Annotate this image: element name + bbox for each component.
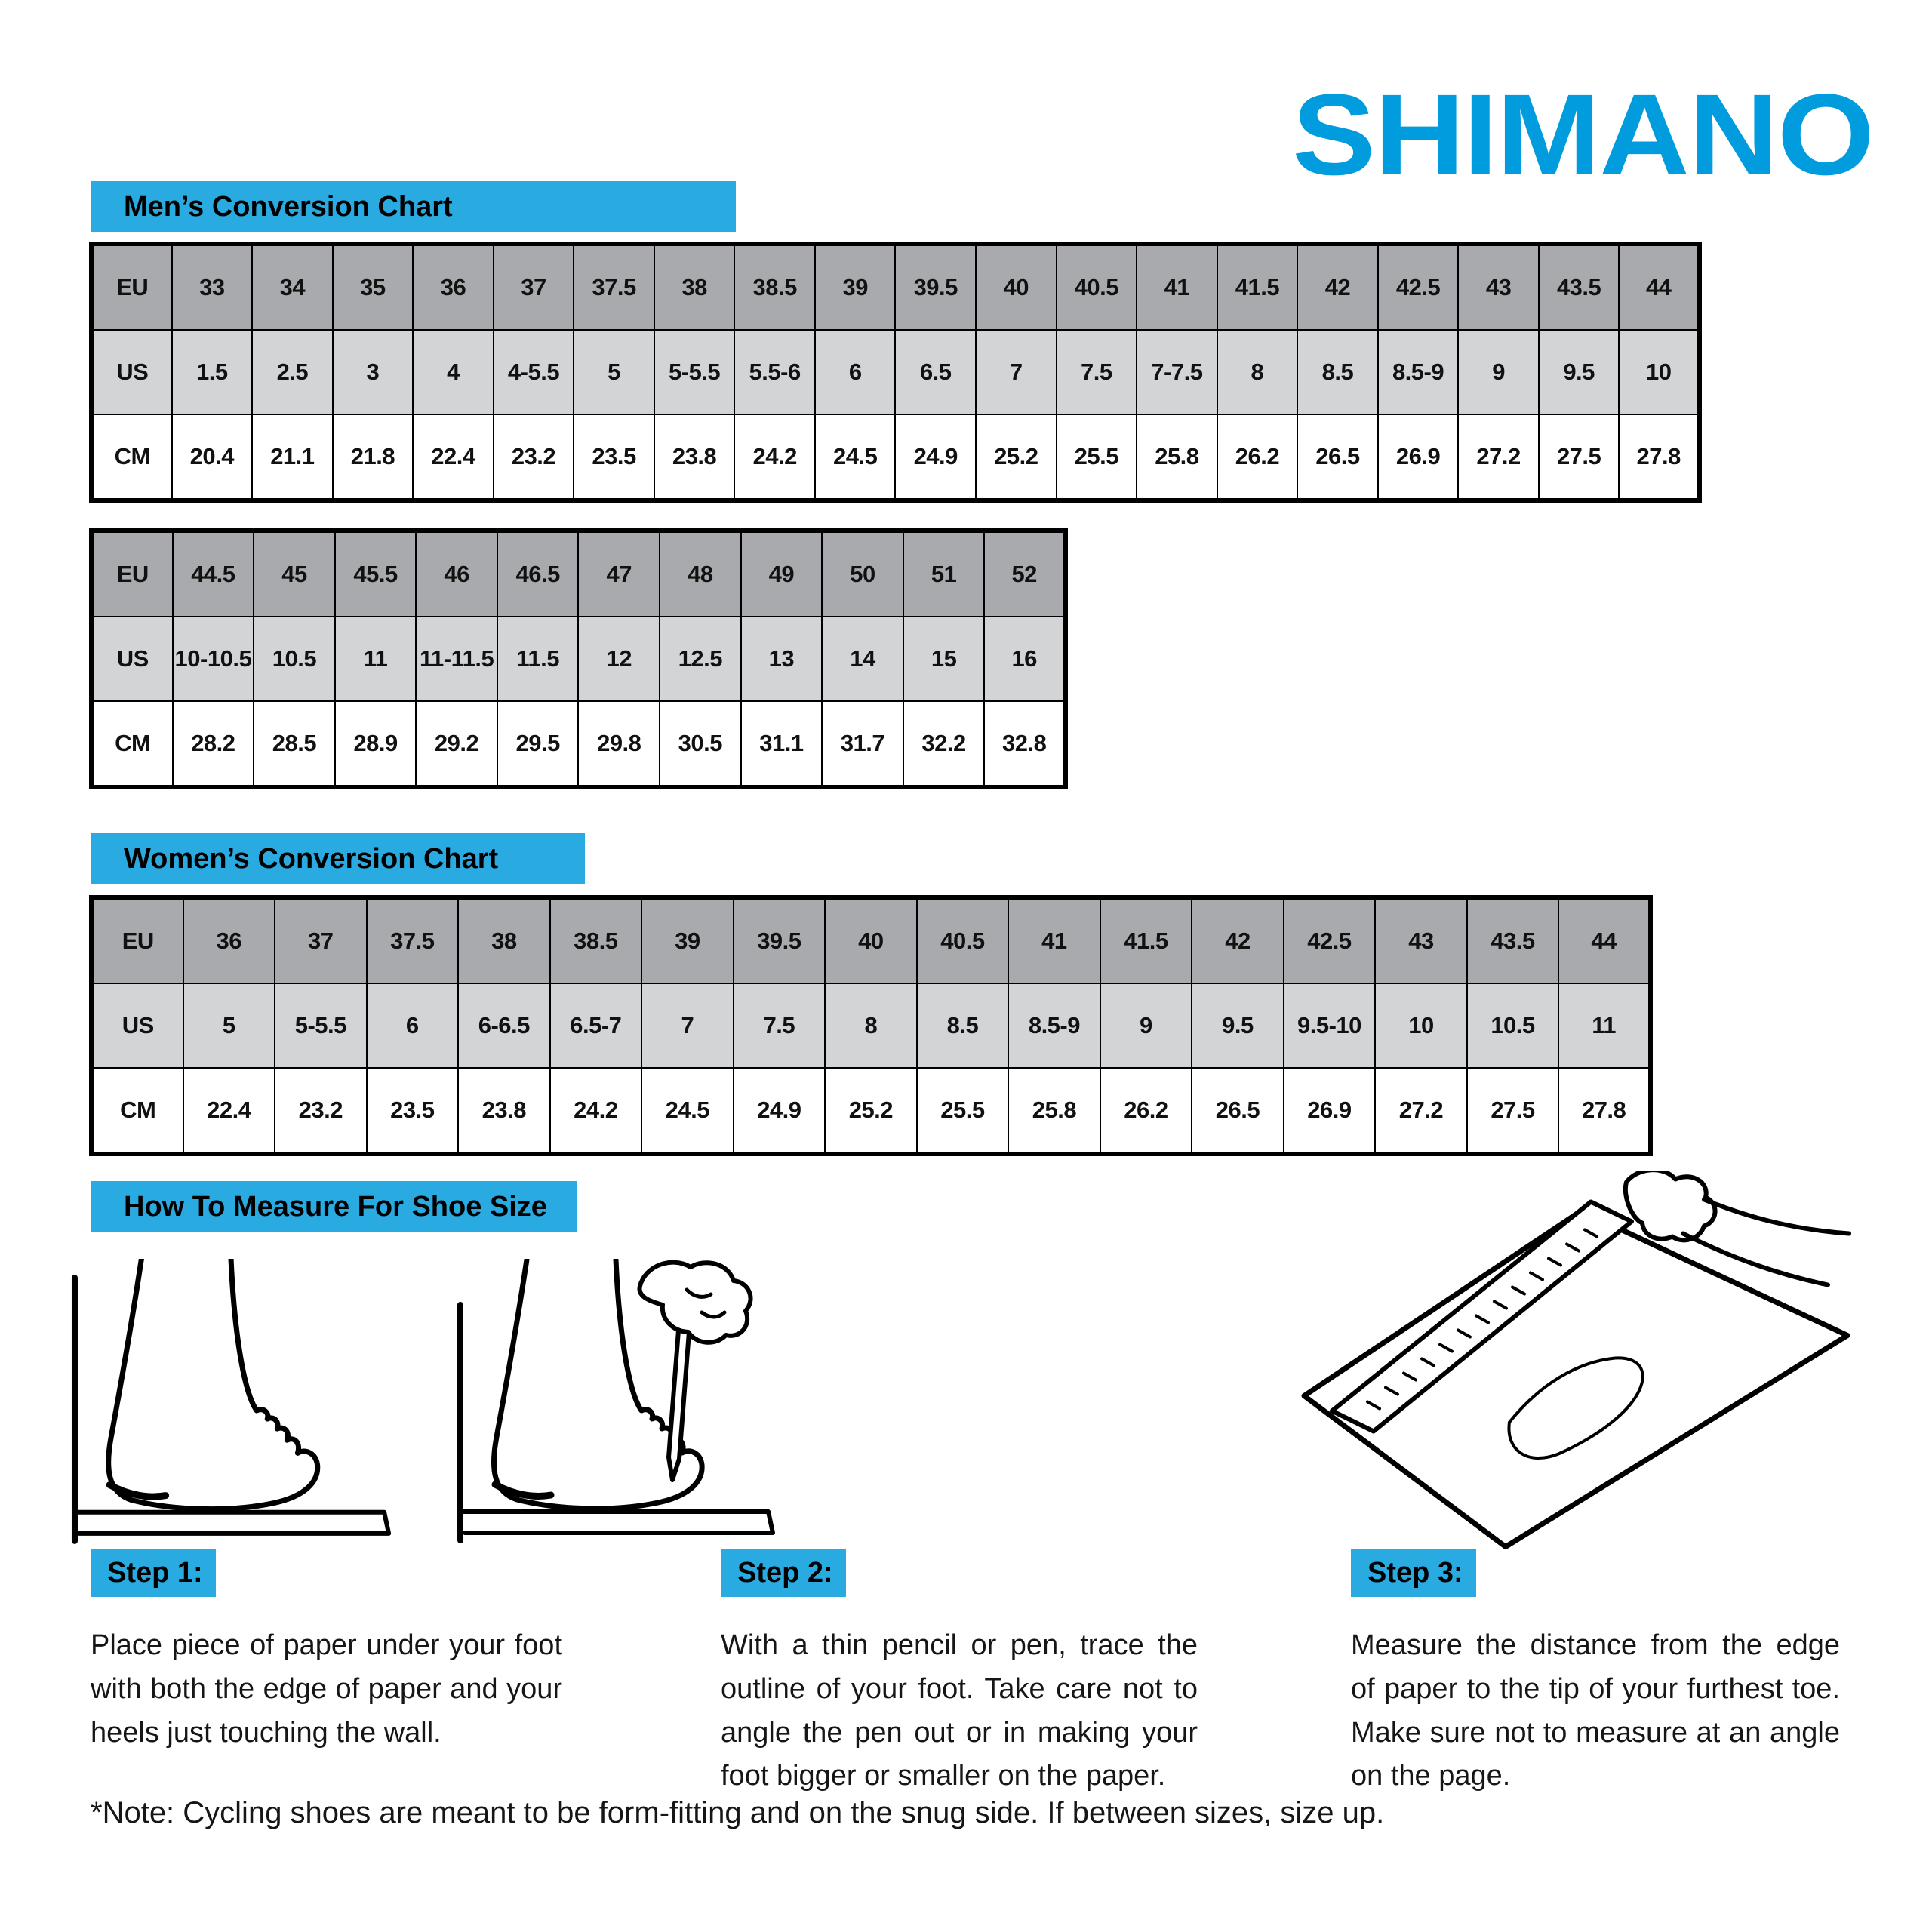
- size-cell: 44: [1558, 897, 1651, 983]
- size-cell: 39.5: [734, 897, 826, 983]
- size-cell: 41.5: [1100, 897, 1192, 983]
- size-cell: 26.5: [1297, 414, 1378, 500]
- mens-chart-title: Men’s Conversion Chart: [124, 190, 453, 223]
- size-cell: 31.7: [822, 701, 903, 787]
- size-cell: 27.8: [1558, 1068, 1651, 1154]
- size-cell: 8.5: [1297, 330, 1378, 414]
- mens-size-table-2: [89, 528, 1068, 789]
- size-cell: 10: [1375, 983, 1467, 1068]
- size-cell: 27.5: [1467, 1068, 1559, 1154]
- size-cell: 45: [254, 531, 335, 617]
- size-cell: 42: [1192, 897, 1284, 983]
- size-cell: 40: [825, 897, 917, 983]
- size-cell: 6.5: [895, 330, 976, 414]
- size-cell: 43: [1375, 897, 1467, 983]
- table-row-cm: [91, 1068, 1651, 1154]
- step-3-label-text: Step 3:: [1367, 1556, 1463, 1589]
- size-cell: 14: [822, 617, 903, 701]
- step-1-label-text: Step 1:: [107, 1556, 203, 1589]
- size-cell: 38: [654, 244, 735, 330]
- size-cell: 21.1: [252, 414, 333, 500]
- size-cell: 8: [825, 983, 917, 1068]
- table-row-eu: [91, 897, 1651, 983]
- size-cell: 22.4: [413, 414, 494, 500]
- size-cell: 41: [1137, 244, 1217, 330]
- sizing-note: *Note: Cycling shoes are meant to be form-fitting and on the snug side. If between sizes, size up.: [91, 1796, 1385, 1829]
- size-cell: 27.8: [1619, 414, 1700, 500]
- size-cell: 8.5-9: [1378, 330, 1459, 414]
- size-cell: 6-6.5: [458, 983, 550, 1068]
- size-cell: 29.5: [497, 701, 579, 787]
- size-cell: 37.5: [574, 244, 654, 330]
- size-cell: 43: [1458, 244, 1539, 330]
- trace-foot-illustration: [438, 1259, 792, 1555]
- size-cell: 25.5: [917, 1068, 1009, 1154]
- size-cell: 23.2: [494, 414, 574, 500]
- size-cell: 29.2: [416, 701, 497, 787]
- size-cell: 37: [275, 897, 367, 983]
- size-cell: 25.2: [825, 1068, 917, 1154]
- row-label-cell: US: [91, 330, 172, 414]
- size-cell: 9.5: [1539, 330, 1620, 414]
- row-label-cell: CM: [91, 701, 173, 787]
- size-cell: 6: [815, 330, 896, 414]
- size-cell: 11.5: [497, 617, 579, 701]
- step-1-label: [91, 1549, 216, 1597]
- size-cell: 26.5: [1192, 1068, 1284, 1154]
- size-cell: 26.9: [1378, 414, 1459, 500]
- size-cell: 37: [494, 244, 574, 330]
- measure-ruler-illustration: [1283, 1171, 1872, 1552]
- size-cell: 31.1: [741, 701, 823, 787]
- size-cell: 23.8: [654, 414, 735, 500]
- size-cell: 11-11.5: [416, 617, 497, 701]
- size-cell: 38.5: [734, 244, 815, 330]
- size-cell: 28.9: [335, 701, 417, 787]
- size-cell: 32.2: [903, 701, 985, 787]
- size-cell: 25.8: [1137, 414, 1217, 500]
- size-cell: 6: [367, 983, 459, 1068]
- size-cell: 7: [641, 983, 734, 1068]
- size-cell: 26.2: [1100, 1068, 1192, 1154]
- row-label-cell: CM: [91, 1068, 183, 1154]
- size-cell: 5: [183, 983, 275, 1068]
- size-cell: 38: [458, 897, 550, 983]
- table-row-eu: [91, 531, 1066, 617]
- size-cell: 11: [335, 617, 417, 701]
- size-cell: 8.5-9: [1008, 983, 1100, 1068]
- size-cell: 44: [1619, 244, 1700, 330]
- size-cell: 10-10.5: [173, 617, 254, 701]
- size-cell: 4-5.5: [494, 330, 574, 414]
- size-cell: 40.5: [1057, 244, 1137, 330]
- size-cell: 13: [741, 617, 823, 701]
- size-cell: 12.5: [660, 617, 741, 701]
- size-cell: 33: [172, 244, 253, 330]
- size-cell: 15: [903, 617, 985, 701]
- size-cell: 37.5: [367, 897, 459, 983]
- step-2-label-text: Step 2:: [737, 1556, 833, 1589]
- table-row-us: [91, 617, 1066, 701]
- size-cell: 43.5: [1539, 244, 1620, 330]
- mens-size-table-1: [89, 242, 1702, 503]
- size-cell: 27.2: [1375, 1068, 1467, 1154]
- size-cell: 26.2: [1217, 414, 1298, 500]
- size-cell: 47: [578, 531, 660, 617]
- size-cell: 4: [413, 330, 494, 414]
- size-cell: 5: [574, 330, 654, 414]
- size-cell: 20.4: [172, 414, 253, 500]
- size-cell: 10.5: [1467, 983, 1559, 1068]
- size-cell: 30.5: [660, 701, 741, 787]
- howto-title: How To Measure For Shoe Size: [124, 1190, 547, 1223]
- size-cell: 44.5: [173, 531, 254, 617]
- size-cell: 24.9: [895, 414, 976, 500]
- row-label-cell: EU: [91, 897, 183, 983]
- size-cell: 28.2: [173, 701, 254, 787]
- row-label-cell: CM: [91, 414, 172, 500]
- size-cell: 27.2: [1458, 414, 1539, 500]
- size-cell: 49: [741, 531, 823, 617]
- womens-size-table: [89, 895, 1653, 1156]
- size-cell: 48: [660, 531, 741, 617]
- size-cell: 25.2: [976, 414, 1057, 500]
- size-cell: 24.2: [550, 1068, 642, 1154]
- size-cell: 50: [822, 531, 903, 617]
- size-cell: 39.5: [895, 244, 976, 330]
- size-cell: 46: [416, 531, 497, 617]
- mens-chart-header: [91, 181, 736, 232]
- size-cell: 8.5: [917, 983, 1009, 1068]
- size-cell: 40: [976, 244, 1057, 330]
- size-cell: 5.5-6: [734, 330, 815, 414]
- size-cell: 40.5: [917, 897, 1009, 983]
- row-label-cell: EU: [91, 244, 172, 330]
- size-cell: 52: [984, 531, 1066, 617]
- measure-ruler-drawing: [1283, 1171, 1872, 1552]
- size-cell: 51: [903, 531, 985, 617]
- size-cell: 42.5: [1284, 897, 1376, 983]
- step-2-description: With a thin pencil or pen, trace the outline of your foot. Take care not to angle the pen out or in making your foot bigger or smaller on the paper.: [721, 1629, 1198, 1792]
- row-label-cell: US: [91, 617, 173, 701]
- size-cell: 24.9: [734, 1068, 826, 1154]
- table-row-us: [91, 983, 1651, 1068]
- size-cell: 12: [578, 617, 660, 701]
- size-cell: 27.5: [1539, 414, 1620, 500]
- size-cell: 28.5: [254, 701, 335, 787]
- size-cell: 10.5: [254, 617, 335, 701]
- table-row-cm: [91, 414, 1700, 500]
- size-cell: 26.9: [1284, 1068, 1376, 1154]
- size-cell: 9.5-10: [1284, 983, 1376, 1068]
- howto-header: [91, 1181, 577, 1232]
- size-cell: 8: [1217, 330, 1298, 414]
- size-cell: 34: [252, 244, 333, 330]
- size-cell: 24.5: [815, 414, 896, 500]
- size-cell: 36: [183, 897, 275, 983]
- size-cell: 32.8: [984, 701, 1066, 787]
- size-cell: 6.5-7: [550, 983, 642, 1068]
- size-cell: 29.8: [578, 701, 660, 787]
- size-cell: 5-5.5: [654, 330, 735, 414]
- size-cell: 42: [1297, 244, 1378, 330]
- size-cell: 5-5.5: [275, 983, 367, 1068]
- size-cell: 39: [641, 897, 734, 983]
- size-cell: 10: [1619, 330, 1700, 414]
- table-row-cm: [91, 701, 1066, 787]
- size-cell: 23.2: [275, 1068, 367, 1154]
- size-cell: 7-7.5: [1137, 330, 1217, 414]
- womens-chart-header: [91, 833, 585, 884]
- size-cell: 22.4: [183, 1068, 275, 1154]
- size-cell: 23.5: [367, 1068, 459, 1154]
- size-cell: 1.5: [172, 330, 253, 414]
- size-cell: 25.5: [1057, 414, 1137, 500]
- foot-wall-drawing: [57, 1259, 396, 1555]
- size-cell: 23.5: [574, 414, 654, 500]
- row-label-cell: EU: [91, 531, 173, 617]
- foot-against-wall-illustration: [57, 1259, 396, 1555]
- size-cell: 41: [1008, 897, 1100, 983]
- size-cell: 9.5: [1192, 983, 1284, 1068]
- step-3-label: [1351, 1549, 1476, 1597]
- size-cell: 9: [1458, 330, 1539, 414]
- size-cell: 7.5: [1057, 330, 1137, 414]
- size-cell: 41.5: [1217, 244, 1298, 330]
- size-cell: 24.5: [641, 1068, 734, 1154]
- womens-chart-title: Women’s Conversion Chart: [124, 842, 499, 875]
- table-row-eu: [91, 244, 1700, 330]
- size-cell: 24.2: [734, 414, 815, 500]
- size-cell: 7: [976, 330, 1057, 414]
- size-cell: 39: [815, 244, 896, 330]
- table-row-us: [91, 330, 1700, 414]
- size-cell: 42.5: [1378, 244, 1459, 330]
- size-cell: 38.5: [550, 897, 642, 983]
- step-3-description: Measure the distance from the edge of paper to the tip of your furthest toe. Make sure not to measure at an angle on the page.: [1351, 1629, 1840, 1792]
- size-cell: 11: [1558, 983, 1651, 1068]
- size-cell: 2.5: [252, 330, 333, 414]
- size-cell: 36: [413, 244, 494, 330]
- row-label-cell: US: [91, 983, 183, 1068]
- step-1-description: Place piece of paper under your foot with both the edge of paper and your heels just touching the wall.: [91, 1629, 562, 1749]
- size-cell: 7.5: [734, 983, 826, 1068]
- step-2-label: [721, 1549, 846, 1597]
- size-cell: 45.5: [335, 531, 417, 617]
- size-cell: 9: [1100, 983, 1192, 1068]
- size-cell: 23.8: [458, 1068, 550, 1154]
- size-cell: 16: [984, 617, 1066, 701]
- size-cell: 3: [333, 330, 414, 414]
- size-cell: 46.5: [497, 531, 579, 617]
- trace-foot-drawing: [438, 1259, 792, 1555]
- shimano-logo: SHIMANO: [1292, 70, 1873, 200]
- size-cell: 21.8: [333, 414, 414, 500]
- size-cell: 35: [333, 244, 414, 330]
- size-cell: 43.5: [1467, 897, 1559, 983]
- size-cell: 25.8: [1008, 1068, 1100, 1154]
